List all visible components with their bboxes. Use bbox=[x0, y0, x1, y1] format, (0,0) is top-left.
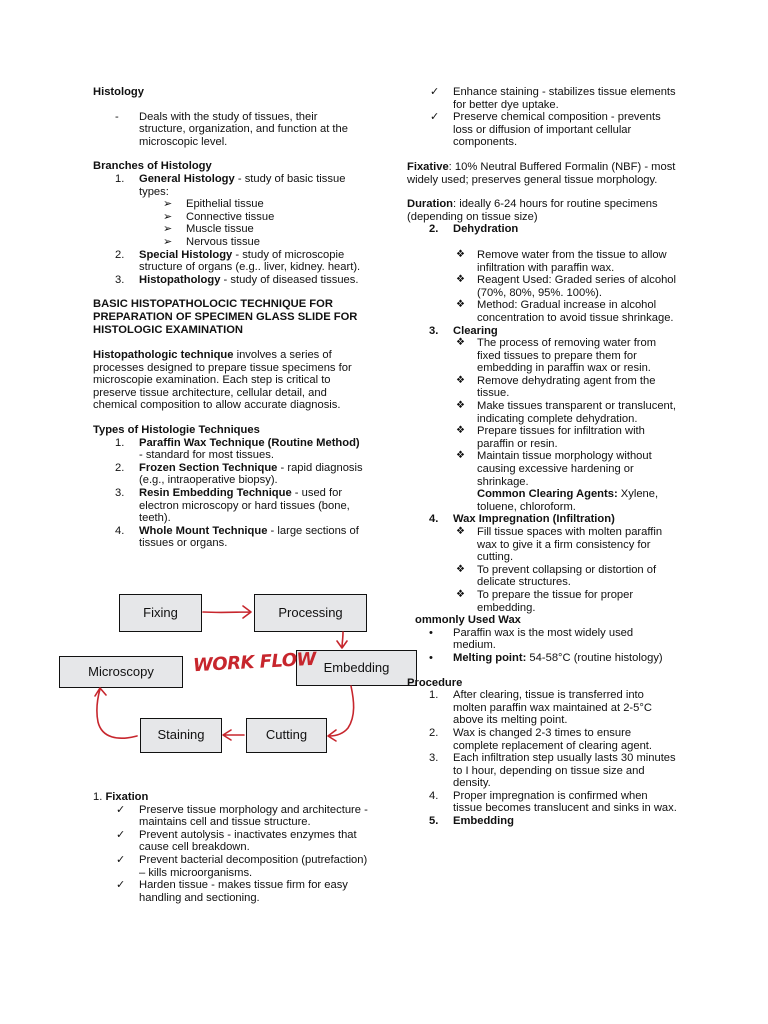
fixation-title: Fixation bbox=[105, 791, 149, 803]
wax-bullet bbox=[429, 627, 677, 652]
list-number: 4. bbox=[115, 524, 125, 537]
procedure-item bbox=[407, 790, 677, 815]
arrow-processing-to-embedding bbox=[337, 632, 347, 648]
clearing-item bbox=[454, 337, 677, 375]
arrow-fixing-to-processing bbox=[203, 606, 251, 618]
fixation-item-text: Preserve tissue morphology and architecture - maintains cell and tissue structure. bbox=[139, 803, 368, 829]
list-number: 4. bbox=[429, 513, 439, 526]
bullet-icon: • bbox=[429, 626, 433, 639]
branch-desc: - study of basic tissue types: bbox=[139, 172, 346, 198]
procedure-item bbox=[407, 727, 677, 752]
list-number: 3. bbox=[429, 752, 439, 765]
list-number: 1. bbox=[115, 436, 125, 449]
clearing-item bbox=[454, 400, 677, 425]
procedure-text: Each infiltration step usually lasts 30 minutes to I hour, depending on tissue size and density. bbox=[453, 752, 676, 790]
bullet-icon: • bbox=[429, 651, 433, 664]
item-text: To prevent collapsing or distortion of delicate structures. bbox=[477, 563, 657, 589]
fixation-item bbox=[116, 804, 373, 829]
histology-heading: Histology bbox=[93, 86, 144, 98]
wax-item bbox=[454, 526, 677, 564]
right-column bbox=[407, 86, 677, 828]
dehydration-item bbox=[454, 299, 677, 324]
technique-desc: - used for electron microscopy or hard tissues (bone, teeth). bbox=[139, 487, 350, 525]
clearing-title: Clearing bbox=[453, 324, 498, 337]
clearing-item bbox=[454, 375, 677, 400]
check-icon: ✓ bbox=[116, 853, 126, 866]
technique-desc: involves a series of processes designed to prepare tissue specimens for microscopie examination. Each step is critical to preserve tissue architecture, cellular detail, and chemical composition to allow accurate diagnosis. bbox=[93, 349, 352, 412]
item-text: Maintain tissue morphology without causing excessive hardening or shrinkage. bbox=[477, 450, 652, 488]
step-heading bbox=[407, 815, 677, 828]
tissue-type-label: Epithelial tissue bbox=[186, 198, 264, 211]
list-number: 2. bbox=[115, 248, 125, 261]
list-number: 1. bbox=[429, 689, 439, 702]
item-text: Method: Gradual increase in alcohol concentration to avoid tissue shrinkage. bbox=[477, 299, 674, 324]
workflow-staining-box: Staining bbox=[140, 718, 222, 753]
arrow-bullet-icon: ➢ bbox=[163, 223, 173, 236]
clearing-agents-text: Xylene, toluene, chloroform. bbox=[477, 488, 659, 513]
diamond-bullet-icon: ❖ bbox=[456, 563, 465, 575]
procedure-heading: Procedure bbox=[407, 676, 463, 689]
duration-text: : ideally 6-24 hours for routine specimens (depending on tissue size) bbox=[407, 198, 658, 223]
workflow-fixing-box: Fixing bbox=[119, 594, 202, 632]
fixation-item-text: Enhance staining - stabilizes tissue elements for better dye uptake. bbox=[453, 86, 676, 111]
item-text: Fill tissue spaces with molten paraffin wax to give it a firm consistency for cutting. bbox=[477, 526, 663, 564]
check-icon: ✓ bbox=[116, 828, 126, 841]
melting-label: Melting point: bbox=[453, 651, 527, 664]
item-text: To prepare the tissue for proper embedding. bbox=[477, 588, 634, 614]
branch-desc: - study of microscopie structure of organs (e.g.. liver, kidney. heart). bbox=[139, 248, 361, 274]
tissue-type-label: Muscle tissue bbox=[186, 223, 254, 236]
diamond-bullet-icon: ❖ bbox=[456, 374, 465, 386]
check-icon: ✓ bbox=[116, 879, 126, 892]
fixation-item-text: Harden tissue - makes tissue firm for easy handling and sectioning. bbox=[139, 879, 348, 904]
list-number: 5. bbox=[429, 815, 439, 828]
branch-name: General Histology bbox=[139, 172, 235, 185]
diamond-bullet-icon: ❖ bbox=[456, 248, 465, 260]
fixation-item bbox=[116, 854, 373, 879]
check-icon: ✓ bbox=[430, 111, 440, 124]
fixative-text: : 10% Neutral Buffered Formalin (NBF) - most widely used; preserves general tissue morphology. bbox=[407, 160, 676, 186]
arrow-staining-to-microscopy bbox=[95, 688, 137, 738]
workflow-processing-box: Processing bbox=[254, 594, 367, 632]
tissue-type-label: Connective tissue bbox=[186, 210, 275, 223]
diamond-bullet-icon: ❖ bbox=[456, 299, 465, 311]
technique-term: Histopathologic technique bbox=[93, 349, 234, 362]
fixative-paragraph bbox=[407, 161, 677, 186]
common-wax-heading: ommonly Used Wax bbox=[415, 614, 521, 627]
branch-desc: - study of diseased tissues. bbox=[220, 273, 359, 286]
diamond-bullet-icon: ❖ bbox=[456, 337, 465, 349]
diamond-bullet-icon: ❖ bbox=[456, 450, 465, 462]
embedding-title: Embedding bbox=[453, 815, 514, 828]
item-text: Make tissues transparent or translucent, indicating complete dehydration. bbox=[477, 400, 676, 425]
procedure-text: Wax is changed 2-3 times to ensure complete replacement of clearing agent. bbox=[453, 726, 653, 752]
step-heading bbox=[407, 325, 677, 338]
duration-paragraph bbox=[407, 198, 677, 223]
wax-bullet bbox=[429, 652, 677, 665]
procedure-item bbox=[407, 752, 677, 790]
dash-marker: - bbox=[115, 110, 119, 123]
list-number: 3. bbox=[115, 487, 125, 500]
fixation-item bbox=[116, 879, 373, 904]
technique-desc: - standard for most tissues. bbox=[139, 449, 274, 462]
item-text: Prepare tissues for infiltration with paraffin or resin. bbox=[477, 425, 645, 450]
clearing-item bbox=[454, 450, 677, 488]
wax-item bbox=[454, 564, 677, 589]
workflow-label: WORK FLOW bbox=[192, 648, 317, 677]
workflow-cutting-box: Cutting bbox=[246, 718, 327, 753]
list-number: 2. bbox=[429, 223, 439, 236]
item-text: The process of removing water from fixed tissues to prepare them for embedding in paraffin wax or resin. bbox=[477, 337, 657, 375]
list-number: 2. bbox=[115, 461, 125, 474]
technique-name: Paraffin Wax Technique (Routine Method) bbox=[139, 436, 360, 449]
dehydration-item bbox=[454, 249, 677, 274]
intro-text: Deals with the study of tissues, their structure, organization, and function at the microscopic level. bbox=[139, 110, 348, 148]
check-icon: ✓ bbox=[116, 803, 126, 816]
branch-name: Special Histology bbox=[139, 248, 233, 261]
branch-name: Histopathology bbox=[139, 273, 221, 286]
fixation-item bbox=[430, 86, 677, 111]
arrow-bullet-icon: ➢ bbox=[163, 235, 173, 248]
arrow-bullet-icon: ➢ bbox=[163, 210, 173, 223]
item-text: Reagent Used: Graded series of alcohol (70%, 80%, 95%. 100%). bbox=[477, 274, 677, 299]
item-text: Paraffin wax is the most widely used medium. bbox=[453, 626, 634, 652]
list-number: 1. bbox=[115, 172, 125, 185]
step-heading bbox=[407, 223, 677, 236]
arrow-cutting-to-staining bbox=[223, 730, 244, 740]
procedure-item bbox=[407, 689, 677, 727]
dehydration-title: Dehydration bbox=[453, 223, 519, 236]
list-number: 3. bbox=[115, 273, 125, 286]
technique-name: Resin Embedding Technique bbox=[139, 487, 292, 500]
technique-name: Whole Mount Technique bbox=[139, 524, 268, 537]
wax-title: Wax Impregnation (Infiltration) bbox=[453, 513, 615, 526]
fixation-item-text: Prevent autolysis - inactivates enzymes that cause cell breakdown. bbox=[139, 828, 357, 854]
arrow-embedding-to-cutting bbox=[328, 686, 354, 741]
workflow-microscopy-box: Microscopy bbox=[59, 656, 183, 688]
clearing-agents-label: Common Clearing Agents: bbox=[477, 488, 618, 501]
duration-label: Duration bbox=[407, 198, 453, 211]
fixation-item-text: Prevent bacterial decomposition (putrefaction) – kills microorganisms. bbox=[139, 853, 368, 879]
tissue-type-label: Nervous tissue bbox=[186, 235, 260, 248]
arrow-bullet-icon: ➢ bbox=[163, 198, 173, 211]
diamond-bullet-icon: ❖ bbox=[456, 588, 465, 600]
list-number: 4. bbox=[429, 789, 439, 802]
item-text: Remove dehydrating agent from the tissue. bbox=[477, 374, 656, 400]
branches-heading: Branches of Histology bbox=[93, 160, 212, 173]
procedure-text: Proper impregnation is confirmed when tissue becomes translucent and sinks in wax. bbox=[453, 789, 677, 815]
basic-technique-heading: BASIC HISTOPATHOLOCIC TECHNIQUE FOR PREPARATION OF SPECIMEN GLASS SLIDE FOR HISTOLOGIC EXAMINATION bbox=[93, 298, 358, 336]
types-heading: Types of Histologie Techniques bbox=[93, 424, 260, 437]
technique-name: Frozen Section Technique bbox=[139, 461, 278, 474]
clearing-item bbox=[454, 425, 677, 450]
fixative-label: Fixative bbox=[407, 160, 449, 173]
diamond-bullet-icon: ❖ bbox=[456, 400, 465, 412]
list-number: 3. bbox=[429, 324, 439, 337]
clearing-agents bbox=[477, 488, 677, 513]
fixation-item-text: Preserve chemical composition - prevents loss or diffusion of important cellular components. bbox=[453, 111, 661, 149]
check-icon: ✓ bbox=[430, 86, 440, 98]
diamond-bullet-icon: ❖ bbox=[456, 526, 465, 537]
workflow-embedding-box: Embedding bbox=[296, 650, 417, 686]
fixation-item bbox=[116, 829, 373, 854]
diamond-bullet-icon: ❖ bbox=[456, 274, 465, 286]
technique-desc: - large sections of tissues or organs. bbox=[139, 524, 359, 550]
dehydration-item bbox=[454, 274, 677, 299]
fixation-heading bbox=[93, 791, 373, 804]
wax-item bbox=[454, 589, 677, 614]
technique-desc: - rapid diagnosis (e.g., intraoperative biopsy). bbox=[139, 461, 363, 487]
list-number: 2. bbox=[429, 726, 439, 739]
diamond-bullet-icon: ❖ bbox=[456, 425, 465, 437]
item-text: Remove water from the tissue to allow infiltration with paraffin wax. bbox=[477, 248, 667, 274]
list-number: 1. bbox=[93, 791, 103, 803]
melting-text: 54-58°C (routine histology) bbox=[526, 651, 663, 664]
fixation-item bbox=[430, 111, 677, 149]
fixation-section bbox=[93, 791, 373, 904]
procedure-text: After clearing, tissue is transferred into molten paraffin wax maintained at 2-5°C above its melting point. bbox=[453, 689, 652, 727]
step-heading bbox=[407, 513, 677, 526]
